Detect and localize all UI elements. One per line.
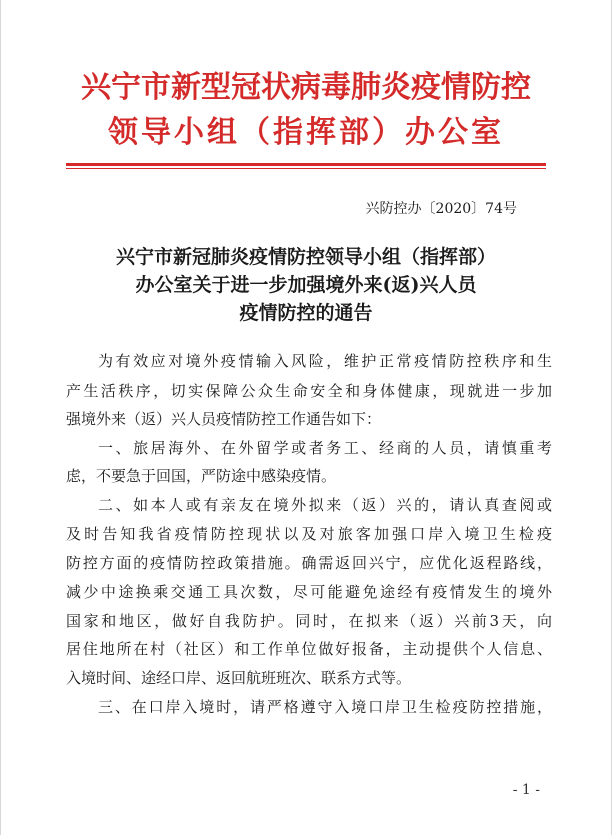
body-line: 二、如本人或有亲友在境外拟来（返）兴的，请认真查阅或 — [98, 496, 552, 514]
notice-title-line-2: 办公室关于进一步加强境外来(返)兴人员 — [135, 274, 477, 296]
body-line: 三、在口岸入境时，请严格遵守入境口岸卫生检疫防控措施， — [98, 698, 552, 716]
letterhead-line-1: 兴宁市新型冠状病毒肺炎疫情防控 — [81, 70, 531, 105]
body-line: 一、旅居海外、在外留学或者务工、经商的人员，请慎重考 — [98, 439, 552, 457]
body-line: 虑，不要急于回国，严防途中感染疫情。 — [66, 467, 337, 485]
body-line: 防控方面的疫情防控政策措施。确需返回兴宁，应优化返程路线， — [66, 554, 552, 572]
body-line: 国家和地区，做好自我防护。同时，在拟来（返）兴前3天，向 — [66, 612, 552, 630]
notice-title-line-1: 兴宁市新冠肺炎疫情防控领导小组（指挥部） — [115, 246, 496, 268]
body-line: 产生活秩序，切实保障公众生命安全和身体健康，现就进一步加 — [66, 382, 552, 400]
body-line: 及时告知我省疫情防控现状以及对旅客加强口岸入境卫生检疫 — [66, 525, 552, 543]
body-line: 居住地所在村（社区）和工作单位做好报备，主动提供个人信息、 — [66, 640, 552, 658]
body-line: 为有效应对境外疫情输入风险，维护正常疫情防控秩序和生 — [98, 352, 552, 370]
body-line: 减少中途换乘交通工具次数，尽可能避免途经有疫情发生的境外 — [66, 583, 552, 601]
notice-title-line-3: 疫情防控的通告 — [239, 302, 373, 324]
letterhead-line-2: 领导小组（指挥部）办公室 — [108, 115, 504, 150]
letterhead-red-rule-thick — [66, 163, 546, 166]
page-number: - 1 - — [512, 782, 540, 798]
body-line: 入境时间、途经口岸、返回航班班次、联系方式等。 — [66, 669, 412, 687]
document-number: 兴防控办〔2020〕74号 — [365, 201, 517, 217]
body-line: 强境外来（返）兴人员疫情防控工作通告如下： — [66, 410, 382, 428]
letterhead-red-rule-thin — [66, 168, 546, 169]
